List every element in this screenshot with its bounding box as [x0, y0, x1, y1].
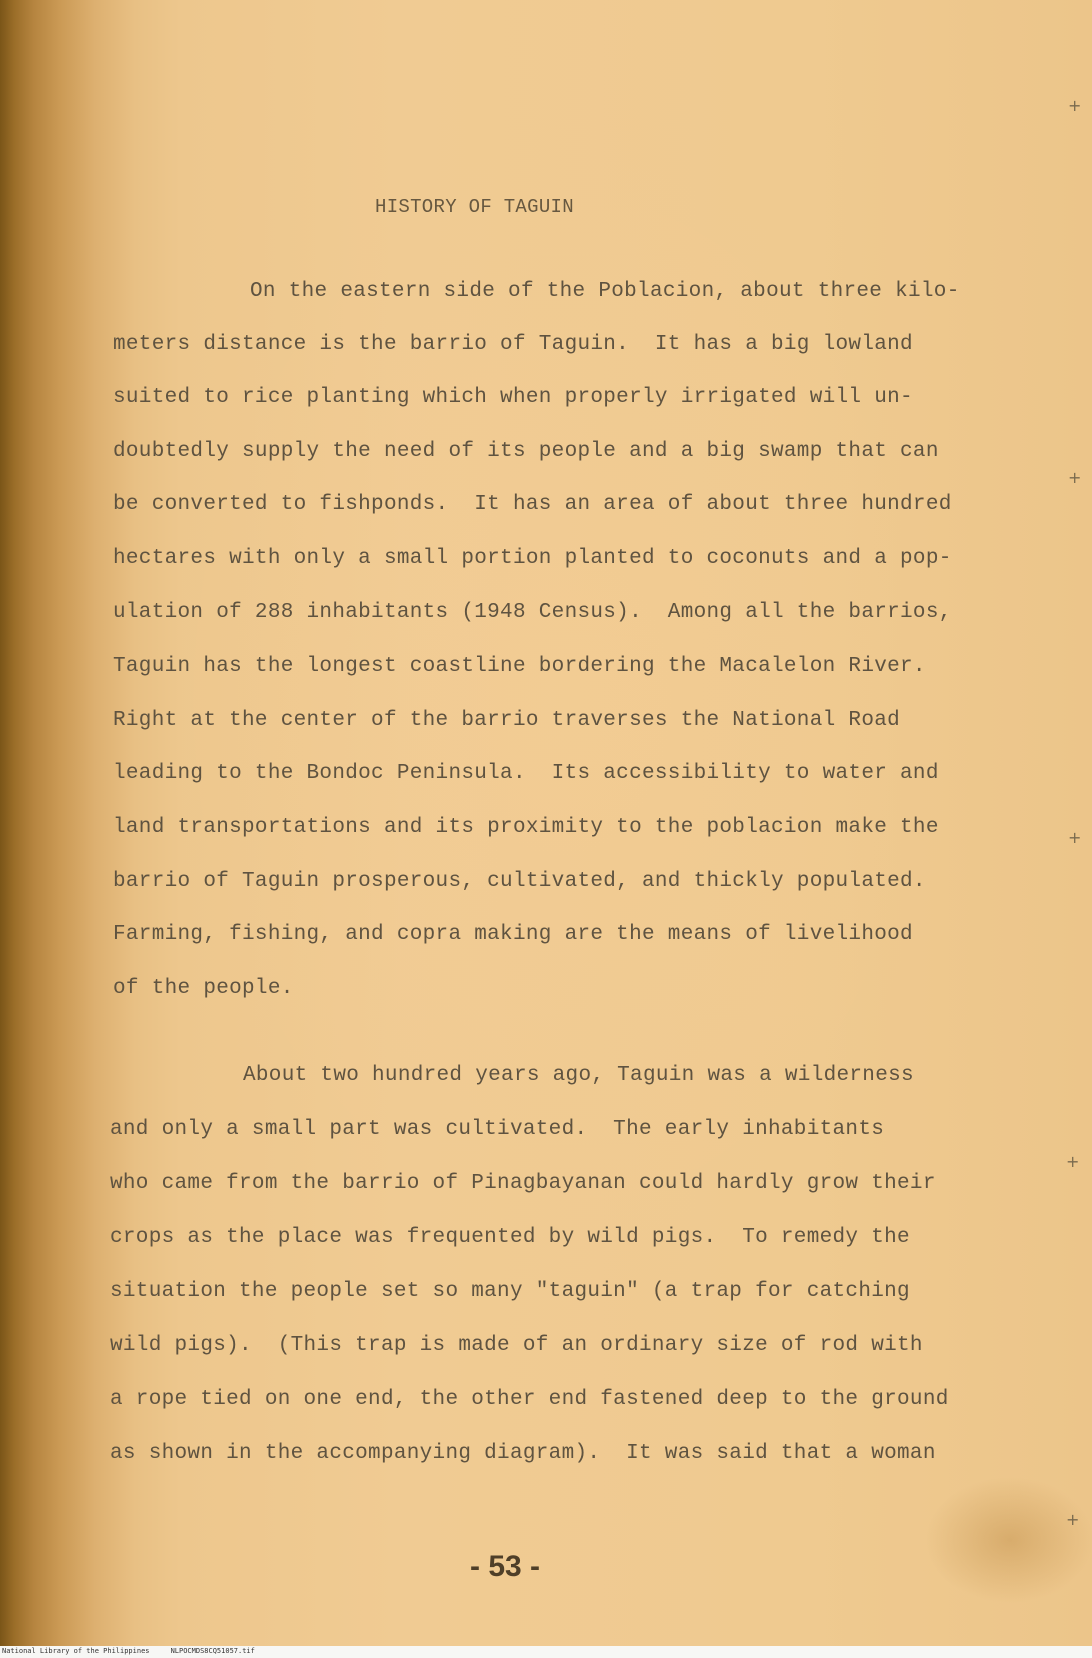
paragraph-1-line-1: On the eastern side of the Poblacion, about three kilo- — [250, 280, 960, 303]
paragraph-1-line-6: hectares with only a small portion planted to coconuts and a pop- — [113, 547, 952, 570]
document-title: HISTORY OF TAGUIN — [375, 196, 574, 218]
paragraph-2-line-2: and only a small part was cultivated. The early inhabitants — [110, 1118, 885, 1141]
scan-footer-caption: National Library of the Philippines NLPOCMDS8CQ51057.tif — [2, 1647, 255, 1655]
paragraph-1-line-7: ulation of 288 inhabitants (1948 Census). Among all the barrios, — [113, 601, 952, 624]
paragraph-1-line-3: suited to rice planting which when properly irrigated will un- — [113, 386, 913, 409]
paragraph-2-line-3: who came from the barrio of Pinagbayanan could hardly grow their — [110, 1172, 936, 1195]
paragraph-2-line-6: wild pigs). (This trap is made of an ordinary size of rod with — [110, 1334, 923, 1357]
page-number: - 53 - — [470, 1550, 541, 1583]
paragraph-1-line-2: meters distance is the barrio of Taguin. It has a big lowland — [113, 333, 913, 356]
margin-mark: + — [1066, 1510, 1080, 1529]
paragraph-2-line-7: a rope tied on one end, the other end fastened deep to the ground — [110, 1388, 949, 1411]
paragraph-2-line-5: situation the people set so many "taguin" (a trap for catching — [110, 1280, 910, 1303]
paragraph-2-line-8: as shown in the accompanying diagram). It was said that a woman — [110, 1442, 936, 1465]
paragraph-1-line-5: be converted to fishponds. It has an area of about three hundred — [113, 493, 952, 516]
margin-mark: + — [1066, 1152, 1080, 1171]
paragraph-1-line-14: of the people. — [113, 977, 294, 1000]
paragraph-1-line-4: doubtedly supply the need of its people and a big swamp that can — [113, 440, 939, 463]
paragraph-1-line-13: Farming, fishing, and copra making are the means of livelihood — [113, 923, 913, 946]
paragraph-1-line-9: Right at the center of the barrio traverses the National Road — [113, 709, 901, 732]
margin-mark: + — [1068, 468, 1082, 487]
paragraph-2-line-4: crops as the place was frequented by wild pigs. To remedy the — [110, 1226, 910, 1249]
margin-mark: + — [1068, 96, 1082, 115]
paragraph-1-line-10: leading to the Bondoc Peninsula. Its accessibility to water and — [113, 762, 939, 785]
paragraph-2-line-1: About two hundred years ago, Taguin was a wilderness — [243, 1064, 914, 1087]
paragraph-1-line-12: barrio of Taguin prosperous, cultivated, and thickly populated. — [113, 870, 926, 893]
paragraph-1-line-8: Taguin has the longest coastline bordering the Macalelon River. — [113, 655, 926, 678]
paragraph-1-line-11: land transportations and its proximity to the poblacion make the — [113, 816, 939, 839]
margin-mark: + — [1068, 828, 1082, 847]
